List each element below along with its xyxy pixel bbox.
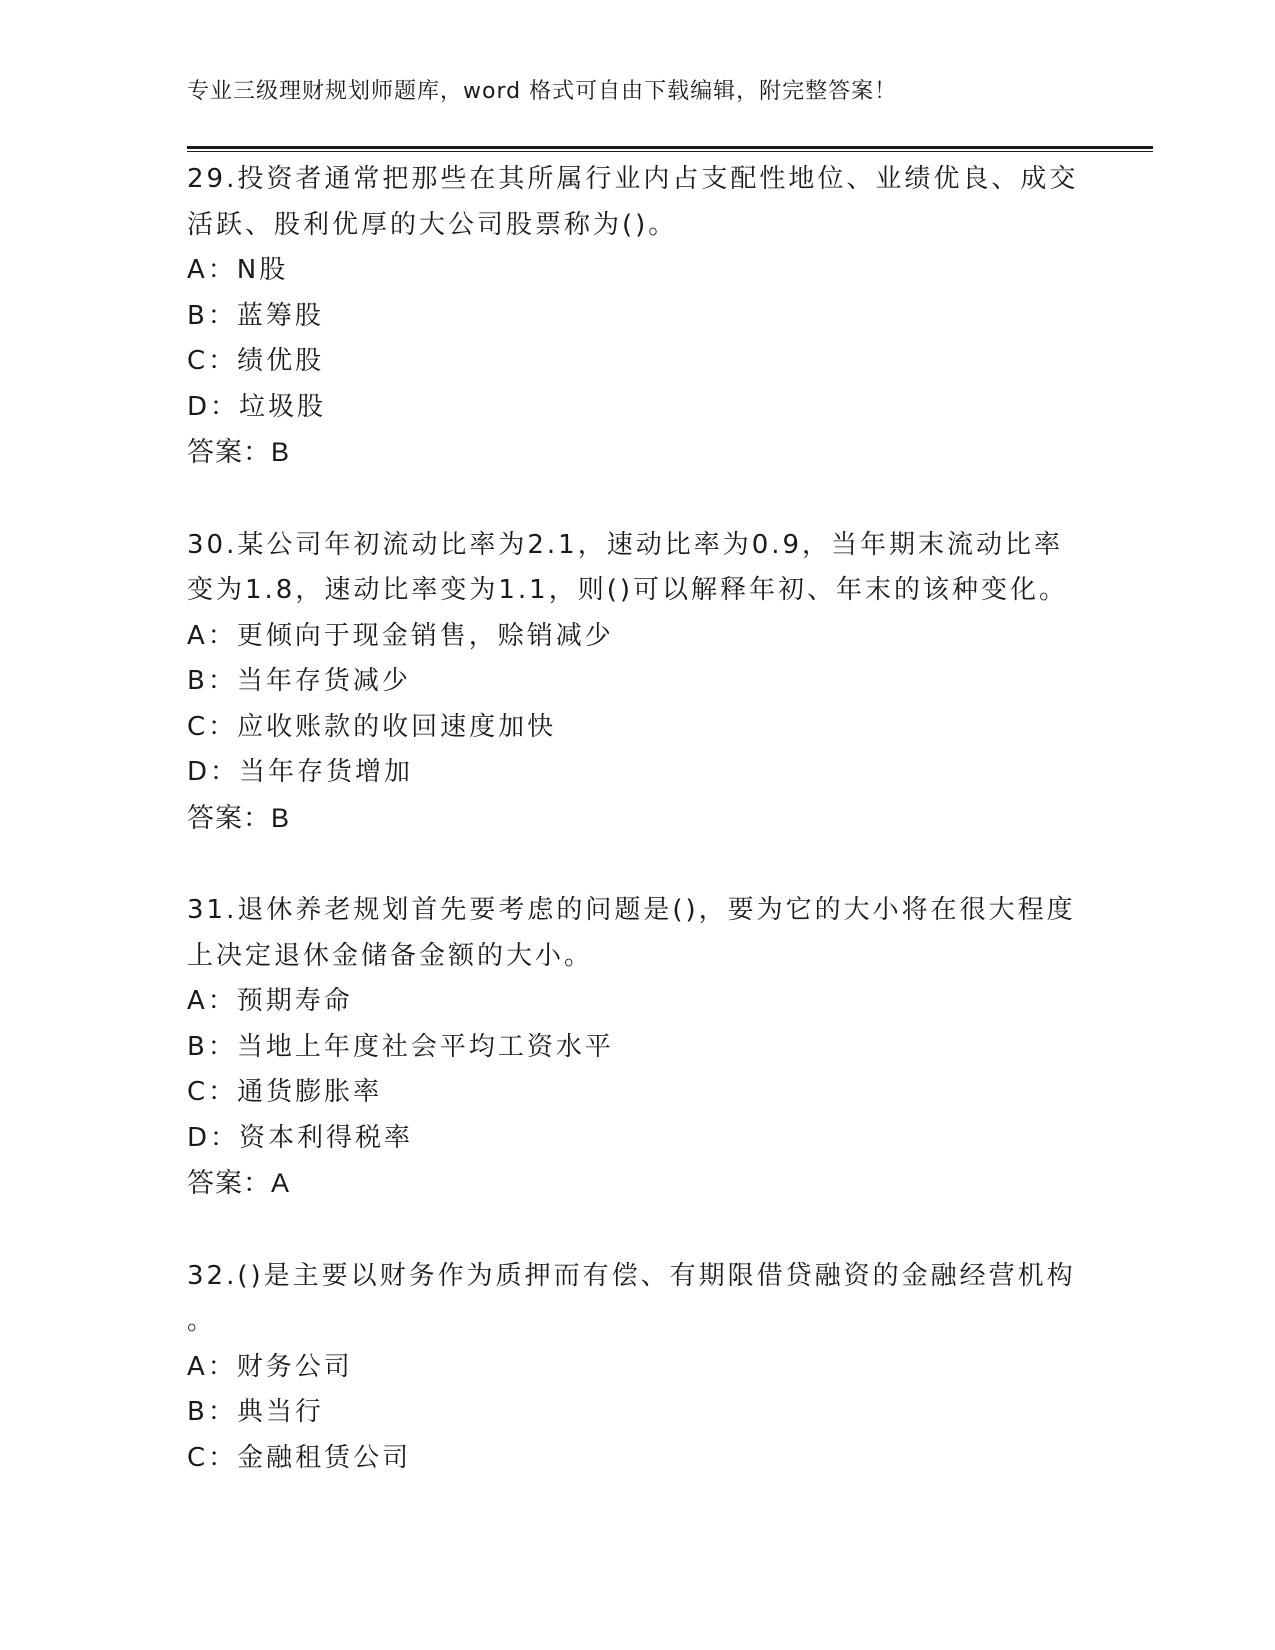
question-stem-line: 活跃、股利优厚的大公司股票称为()。 <box>187 209 678 240</box>
header-rule-thick <box>187 146 1153 149</box>
answer-label: 答案：B <box>187 437 291 467</box>
question-stem-line: 上决定退休金储备金额的大小。 <box>187 940 594 971</box>
option-b: B：当地上年度社会平均工资水平 <box>187 1031 614 1062</box>
answer-label: 答案：B <box>187 802 291 833</box>
option-d: D：资本利得税率 <box>187 1122 414 1153</box>
question-stem-line: 29.投资者通常把那些在其所属行业内占支配性地位、业绩优良、成交 <box>187 164 1079 194</box>
option-d: D：垃圾股 <box>187 391 327 422</box>
question-list <box>187 157 1087 1528</box>
option-a: A：财务公司 <box>187 1351 353 1382</box>
question-29 <box>187 157 1087 476</box>
option-c: C：通货膨胀率 <box>187 1077 383 1107</box>
option-b: B：蓝筹股 <box>187 300 324 331</box>
question-stem-line: 变为1.8，速动比率变为1.1，则()可以解释年初、年末的该种变化。 <box>187 575 1068 605</box>
option-a: A：预期寿命 <box>187 986 353 1016</box>
option-c: C：金融租赁公司 <box>187 1442 412 1473</box>
question-30 <box>187 523 1087 842</box>
option-a: A：更倾向于现金销售，赊销减少 <box>187 620 614 651</box>
question-stem-line: 32.()是主要以财务作为质押而有偿、有期限借贷融资的金融经营机构 <box>187 1260 1076 1291</box>
page-header: 专业三级理财规划师题库，word 格式可自由下载编辑，附完整答案！ <box>187 79 898 104</box>
header-rule-thin <box>187 151 1153 152</box>
option-b: B：典当行 <box>187 1397 324 1427</box>
option-d: D：当年存货增加 <box>187 757 414 787</box>
answer-label: 答案：A <box>187 1168 291 1198</box>
question-stem-line: 。 <box>187 1306 217 1336</box>
question-stem-line: 31.退休养老规划首先要考虑的问题是()，要为它的大小将在很大程度 <box>187 895 1076 925</box>
question-stem-line: 30.某公司年初流动比率为2.1，速动比率为0.9，当年期末流动比率 <box>187 529 1064 560</box>
option-b: B：当年存货减少 <box>187 666 411 696</box>
option-a: A：N股 <box>187 255 289 285</box>
question-32 <box>187 1254 1087 1482</box>
option-c: C：绩优股 <box>187 346 325 376</box>
option-c: C：应收账款的收回速度加快 <box>187 711 557 742</box>
question-31 <box>187 888 1087 1207</box>
